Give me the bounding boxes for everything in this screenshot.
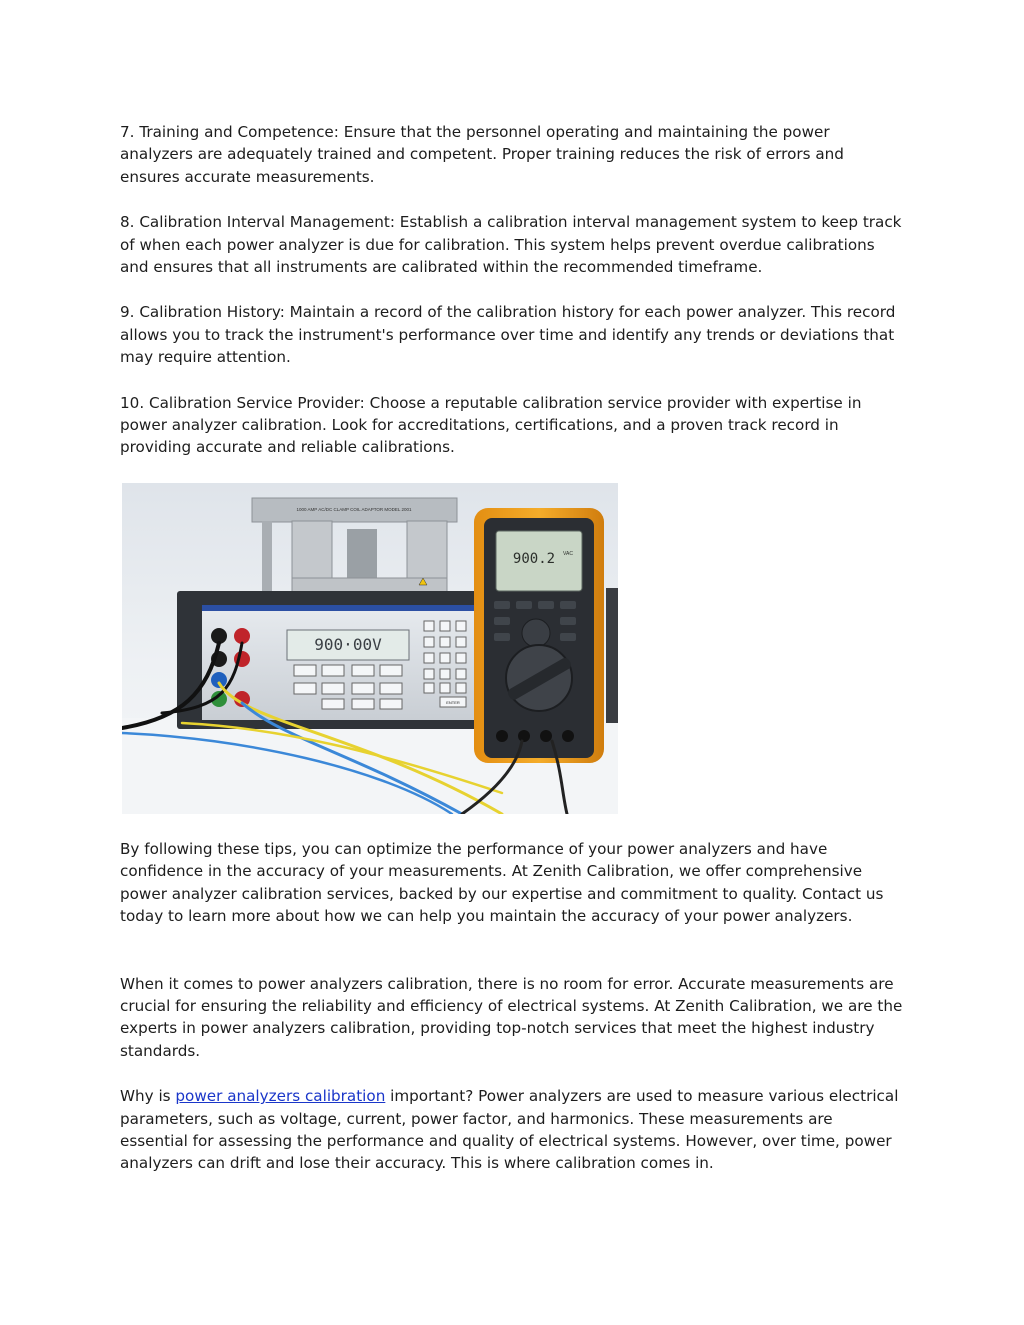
multimeter-display: 900.2 [512, 550, 556, 567]
calibrator-display: 900·00V [314, 634, 382, 654]
calibrator-instrument [177, 591, 517, 729]
handheld-multimeter [474, 508, 604, 763]
multimeter-unit: VAC [563, 550, 573, 557]
document-page [120, 121, 904, 1175]
paragraph-history: 9. Calibration History: Maintain a record of the calibration history for each power analyzer. This record allows you to track the instrument's performance over time and identify any trends or deviations that may require attention. [120, 303, 896, 367]
paragraph-interval: 8. Calibration Interval Management: Establish a calibration interval management system to keep track of when each power analyzer is due for calibration. This system helps prevent overdue calibrations and ensures that all instruments are calibrated within the recommended timeframe. [120, 213, 902, 277]
power-analyzers-calibration-link[interactable]: power analyzers calibration [175, 1087, 386, 1106]
paragraph-intro: When it comes to power analyzers calibration, there is no room for error. Accurate measurements are crucial for ensuring the reliability and efficiency of electrical systems. At Zenith Calibration, we are the experts in power analyzers calibration, providing top-notch services that meet the highest industry standards. [120, 974, 903, 1060]
paragraph-summary: By following these tips, you can optimize the performance of your power analyzers and have confidence in the accuracy of your measurements. At Zenith Calibration, we offer comprehensive power analyzer calibration services, backed by our expertise and commitment to quality. Contact us today to learn more about how we can help you maintain the accuracy of your power analyzers. [120, 839, 884, 926]
paragraph-training: 7. Training and Competence: Ensure that the personnel operating and maintaining the power analyzers are adequately trained and competent. Proper training reduces the risk of errors and ensures accurate measurements. [120, 123, 844, 186]
why-prefix: Why is [120, 1087, 176, 1106]
calibration-photo [122, 483, 618, 814]
enter-key-label: ENTER [446, 699, 460, 705]
why-suffix: important? Power analyzers are used to measure various electrical parameters, such as voltage, current, power factor, and harmonics. These measurements are essential for assessing the performance and quality of electrical systems. However, over time, power analyzers can drift and lose their accuracy. This is where calibration comes in. [120, 1087, 899, 1173]
paragraph-provider: 10. Calibration Service Provider: Choose a reputable calibration service provider with expertise in power analyzer calibration. Look for accreditations, certifications, and a proven track record in providing accurate and reliable calibrations. [120, 393, 862, 457]
adaptor-label: 1000 AMP AC/DC CLAMP COIL ADAPTOR MODEL 2001 [296, 506, 412, 512]
paragraph-why [120, 1085, 904, 1175]
